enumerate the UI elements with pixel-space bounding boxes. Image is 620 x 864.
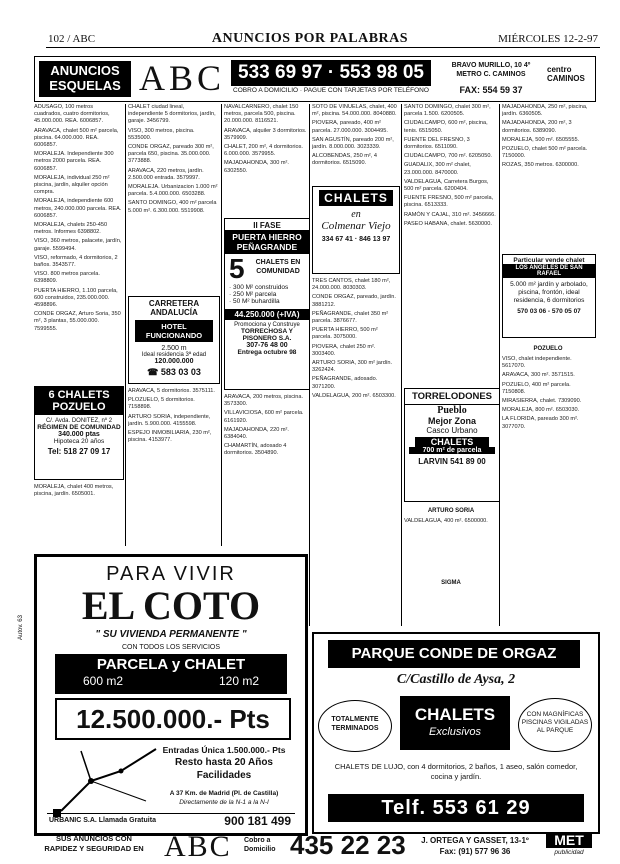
classified-ad: CIUDALCAMPO, 700 m². 6205050. — [404, 153, 492, 160]
coto-parcela: PARCELA y CHALET — [96, 656, 246, 673]
classified-ad: CHALET, 200 m², 4 dormitorios. 6.000.000. 3579955. — [224, 144, 303, 158]
coto-phone-row — [47, 813, 295, 828]
san-rafael-phone: 570 03 06 - 570 05 07 — [517, 308, 581, 315]
classified-ad: ARTURO SORIA, independiente, jardín. 5.900.000. 4155598. — [128, 413, 211, 427]
hotel-andalucia-ad — [128, 296, 220, 384]
feature-line: · 250 M² parcela — [229, 291, 277, 298]
coto-slogan: " SU VIVIENDA PERMANENTE " — [95, 629, 247, 640]
classified-ad: PEÑAGRANDE, chalet 350 m² parcela. 3876677. — [312, 310, 389, 325]
coto-m2-chalet: 120 m2 — [218, 674, 259, 688]
orgaz-title: PARQUE CONDE DE ORGAZ — [328, 640, 580, 668]
hotel-phone: ☎ 583 03 03 — [147, 367, 201, 377]
classified-ad: CHAMARTÍN, adosado 4 dormitorios. 3504890. — [224, 443, 287, 457]
met-logo: MET — [546, 832, 592, 848]
classified-ad: POZUELO, chalet 500 m² parcela. 7150000. — [502, 146, 588, 160]
classified-ad: PUERTA HIERRO, 1.100 parcela, 600 construidos, 235.000.000. 4598896. — [34, 287, 118, 309]
coto-phone: 900 181 499 — [224, 814, 291, 828]
torrelodones-chalets: CHALETS — [415, 437, 489, 447]
classified-ad: MORALEJA, 800 m². 6503030. — [502, 407, 580, 414]
classified-column-4b — [312, 278, 398, 618]
classified-ad: PUERTA HIERRO, 500 m² parcela. 3075000. — [312, 327, 378, 341]
classified-column-3 — [224, 104, 308, 214]
orgaz-exclusivos: Exclusivos — [429, 726, 481, 738]
classified-column-6 — [502, 104, 594, 274]
centro-caminos-logo: centro CAMINOS — [547, 65, 585, 83]
classified-column-5b — [404, 518, 498, 578]
classified-ad: LA FLORIDA, pareado 300 m². 3077070. — [502, 416, 579, 430]
classified-column-4 — [312, 104, 398, 184]
classified-column-1b — [34, 484, 122, 544]
classified-column-2b — [128, 388, 218, 544]
hotel-ideal: Ideal residencia 3ª edad — [141, 352, 207, 358]
classified-ad: MORALEJA, chalet 400 metros, piscina, jardín. 6505001. — [34, 484, 114, 498]
classified-ad: MORALEJA, chalets 250-450 metros. Informes 6398802. — [34, 222, 108, 236]
classified-ad: TRES CANTOS, chalet 180 m², 24.000.000. 8030303. — [312, 278, 391, 292]
coto-services: CON TODOS LOS SERVICIOS — [121, 644, 221, 651]
promociona: Promociona y Construye — [234, 322, 300, 328]
coto-resto: Resto hasta 20 Años — [175, 757, 273, 768]
torrelodones-casco: Casco Urbano — [426, 426, 478, 435]
classified-column-6b — [502, 356, 594, 626]
chalets-count: 5 — [229, 253, 245, 284]
classified-column-3b — [224, 394, 308, 544]
pozuelo-phone: Tel: 518 27 09 17 — [47, 447, 111, 456]
classified-ad: MIRASIERRA, chalet. 7309090. — [502, 398, 582, 405]
hotel-price: 120.000.000 — [154, 358, 194, 365]
coto-km: A 37 Km. de Madrid (Pl. de Castilla) — [169, 790, 279, 797]
classified-ad: CONDE ORGAZ, Arturo Soria, 350 m², 3 plantas, 55.000.000. 7599555. — [34, 311, 121, 332]
pozuelo-line: 340.000 ptas — [58, 431, 100, 438]
el-coto-ad — [34, 554, 308, 836]
classified-ad: CONDE ORGAZ, pareado, jardín. 3881212. — [312, 294, 396, 308]
footer-left-1: SUS ANUNCIOS CON — [56, 834, 132, 843]
column-divider — [499, 104, 500, 626]
banner-cobro: COBRO A DOMICILIO · PAGUE CON TARJETAS POR TELÉFONO — [233, 87, 429, 94]
column-divider — [125, 104, 126, 546]
classified-ad: VISO, chalet independiente. 5617070. — [502, 356, 572, 370]
classified-ad: FUENTE FRESNO, 500 m² parcela, piscina. 6513333. — [404, 195, 494, 209]
torrelodones-pueblo: Pueblo — [437, 405, 467, 416]
hotel-road: CARRETERA ANDALUCÍA — [148, 299, 200, 317]
footer-cobro: Cobro a Domicilio — [244, 837, 276, 853]
issue-date: MIÉRCOLES 12-2-97 — [498, 33, 598, 45]
orgaz-chalets-box — [400, 696, 510, 750]
column-divider — [309, 104, 310, 626]
met-publicidad: publicidad — [554, 849, 584, 856]
classified-column-2 — [128, 104, 218, 288]
pozuelo-line: Hipoteca 20 años — [53, 438, 105, 445]
classified-ad: SAN AGUSTÍN, pareado 200 m², jardín. 8.000.000. 3023339. — [312, 136, 394, 151]
classified-ad: ARAVACA, 220 metros, jardín. 2.500.000 entrada. 3579997. — [128, 167, 204, 181]
torrelodones-ad — [404, 388, 500, 502]
classified-ad: MAJADAHONDA, 220 m². 6384040. — [224, 426, 289, 441]
coto-km2: Directamente de la N-1 a la N-I — [179, 799, 269, 806]
classified-ad: PIOVERA, chalet 250 m². 3003400. — [312, 343, 376, 357]
classified-ad: ARTURO SORIA, 300 m² jardín. 3262424. — [312, 360, 393, 374]
classified-ad: SANTO DOMINGO, 400 m² parcela 5.000 m². 6.300.000. 5519908. — [128, 200, 217, 214]
classified-ad: VISO. 800 metros parcela. 6398809. — [34, 271, 100, 285]
classified-column-1 — [34, 104, 122, 360]
classified-ad: MORALEJA, 500 m². 6505555. — [502, 136, 580, 143]
classified-ad: ALCOBENDAS, 250 m², 4 dormitorios. 6515090. — [312, 153, 377, 167]
fase-label: II FASE — [253, 221, 281, 230]
column-divider — [221, 104, 222, 546]
coto-facilidades: Facilidades — [196, 770, 252, 781]
orgaz-piscinas: CON MAGNÍFICAS PISCINAS VIGILADAS AL PARQUE — [518, 698, 592, 752]
footer-abc-logo: ABC — [164, 830, 232, 863]
pozuelo-chalets-ad — [34, 386, 124, 480]
sigma-head: SIGMA — [441, 580, 461, 586]
classified-ad: RAMÓN Y CAJAL, 310 m². 3456666. — [404, 211, 496, 218]
coto-phone-label: URBANIC S.A. Llamada Gratuita — [49, 817, 156, 824]
pozuelo-line: RÉGIMEN DE COMUNIDAD — [37, 424, 121, 431]
classified-ad: NAVALCARNERO, chalet 150 metros, parcela 500, piscina. 20.000.000. 8116521. — [224, 104, 299, 125]
puerta-hierro-title: PUERTA HIERRO PEÑAGRANDE — [225, 230, 309, 254]
classified-ad: PIOVERA, pareado, 400 m² parcela. 27.000.000. 3004495. — [312, 120, 388, 134]
san-rafael-desc: 5.000 m² jardín y arbolado, piscina, frontón, ideal residencia, 6 dormitorios — [510, 281, 588, 304]
hotel-title: HOTEL FUNCIONANDO — [135, 320, 213, 342]
classified-column-5 — [404, 104, 498, 384]
classified-ad: ARAVACA, chalet 500 m² parcela, piscina. 64.000.000. REA. 6006857. — [34, 127, 119, 149]
classified-ad: POZUELO, 400 m² parcela. 7150808. — [502, 381, 571, 395]
abc-banner — [34, 56, 596, 102]
feature-line: · 50 M² buhardilla — [229, 298, 280, 305]
section-title: ANUNCIOS POR PALABRAS — [211, 31, 409, 46]
classified-ad: MAJADAHONDA, 250 m², piscina, jardín. 6360505. — [502, 104, 588, 118]
coto-location-map — [51, 741, 161, 819]
puerta-hierro-price: 44.250.000 (+IVA) — [225, 309, 309, 320]
classified-ad: ROZAS, 350 metros. 6300000. — [502, 162, 579, 169]
coto-price: 12.500.000.- Pts — [55, 698, 291, 740]
classified-ad: VISO, 300 metros, piscina. 5535000. — [128, 127, 195, 141]
classified-ad: CONDE ORGAZ, pareado 300 m², parcela 650, piscina. 35.000.000. 3773888. — [128, 144, 214, 165]
footer-phone: 435 22 23 — [290, 830, 406, 860]
classified-ad: ESPEJO INMOBILIARIA, 230 m², piscina. 4153977. — [128, 430, 212, 444]
orgaz-seal: TOTALMENTE TERMINADOS — [318, 700, 392, 752]
hotel-size: 2.500 m — [161, 345, 187, 352]
entrega: Entrega octubre 98 — [237, 349, 297, 356]
classified-ad: SOTO DE VIÑUELAS, chalet, 400 m², piscina. 54.000.000. 8040880. — [312, 104, 397, 118]
coto-side-label: Autov. 63 — [18, 615, 24, 640]
colmenar-chalets-ad — [312, 186, 400, 274]
orgaz-phone: Telf. 553 61 29 — [328, 794, 584, 822]
classified-ad: MORALEJA. Independiente 300 metros 2000 parcela. REA. 6006857. — [34, 151, 114, 172]
san-rafael-title: Particular vende chalet — [513, 257, 585, 264]
classified-ad: PEÑAGRANDE, adosado. 3071200. — [312, 376, 378, 390]
classified-ad: MORALEJA. Urbanizacion 1.000 m² parcela. 5.4.000.000. 6503288. — [128, 184, 218, 198]
footer-address: J. ORTEGA Y GASSET, 13-1º — [421, 836, 529, 845]
coto-parcela-box — [55, 654, 287, 694]
classified-ad: MAJADAHONDA, 300 m². 6302550. — [224, 160, 289, 174]
torrelodones-title: TORRELODONES — [405, 389, 499, 405]
classified-ad: ARAVACA, alquiler 3 dormitorios. 3579909. — [224, 127, 307, 141]
parque-conde-orgaz-ad — [312, 632, 600, 834]
orgaz-desc: CHALETS DE LUJO, con 4 dormitorios, 2 baños, 1 aseo, salón comedor, cocina y jardín. — [334, 762, 578, 781]
torrelodones-parcela: 700 m² de parcela — [409, 447, 495, 454]
feature-line: · 300 M² construidos — [229, 284, 289, 291]
classified-ad: GUADALIX, 300 m² chalet, 23.000.000. 8470000. — [404, 162, 471, 176]
classified-ad: VALDELAGUA, 400 m². 6500000. — [404, 518, 488, 524]
classified-ad: VALDELAGUA, Carretera Burgos, 500 m² parcela. 6200404. — [404, 178, 489, 193]
torrelodones-zona: Mejor Zona — [427, 416, 476, 426]
classified-ad: VALDELAGUA, 200 m². 6503300. — [312, 392, 396, 399]
pozuelo-head: POZUELO — [533, 346, 563, 352]
footer-left-2: RAPIDEZ Y SEGURIDAD EN — [44, 844, 144, 853]
classified-ad: PLOZUELO, 5 dormitorios. 7158898. — [128, 397, 195, 411]
classified-ad: FUENTE DEL FRESNO, 3 dormitorios. 6511090. — [404, 136, 470, 151]
classified-ad: ARAVACA, 300 m². 3571515. — [502, 372, 575, 379]
header-rule — [46, 47, 600, 48]
classified-ad: ARAVACA, 5 dormitorios. 3575111. — [128, 388, 215, 394]
page-number: 102 / ABC — [48, 33, 96, 45]
orgaz-chalets: CHALETS — [414, 705, 496, 724]
classified-ad: PASEO HABANA, chalet. 5630000. — [404, 220, 492, 227]
footer-fax: Fax: (91) 577 96 36 — [439, 847, 511, 856]
coto-entradas: Entradas Única 1.500.000.- Pts — [162, 745, 286, 755]
coto-name: EL COTO — [81, 583, 261, 628]
chalets-comunidad: CHALETS EN COMUNIDAD — [255, 259, 301, 275]
pozuelo-line: C/. Avda. DONITEZ, nº 2 — [45, 418, 113, 424]
colmenar-phone: 334 67 41 · 846 13 97 — [321, 236, 391, 243]
pozuelo-title: 6 CHALETS POZUELO — [35, 387, 123, 415]
column-divider — [401, 104, 402, 626]
classified-ad: MORALEJA, independiente 600 metros, 240.000.000 parcela. REA. 6006857. — [34, 198, 122, 219]
classified-ad: MAJADAHONDA, 200 m², 3 dormitorios. 6389090. — [502, 120, 572, 134]
classified-ad: CHALET ciudad lineal, independiente 5 dormitorios, jardín, garaje. 3456799. — [128, 104, 216, 125]
classified-ad: VILLAVICIOSA, 600 m² parcela. 6161920. — [224, 410, 304, 424]
banner-address: BRAVO MURILLO, 10 4º METRO C. CAMINOS — [451, 62, 531, 78]
san-rafael-ad — [502, 254, 596, 338]
colmenar-en: en — [351, 209, 361, 220]
coto-m2-parcela: 600 m2 — [83, 674, 124, 688]
san-rafael-place: LOS ANGELES DE SAN RAFAEL — [503, 264, 595, 278]
puerta-hierro-phone: 307-76 48 00 — [246, 342, 288, 349]
abc-logo: ABC — [139, 58, 226, 98]
coto-para-vivir: PARA VIVIR — [106, 563, 236, 585]
classified-ad: VISO, 360 metros, palacete, jardín, garaje. 5599494. — [34, 238, 122, 252]
banner-fax: FAX: 554 59 37 — [459, 85, 523, 95]
banner-phone: 533 69 97 · 553 98 05 — [231, 60, 431, 86]
classified-ad: ARAVACA, 200 metros, piscina. 3573300. — [224, 394, 304, 408]
classified-ad: MORALEJA, individual 250 m² piscina, jardín, alquiler opción compra. — [34, 174, 110, 196]
colmenar-title: CHALETS — [319, 190, 393, 206]
orgaz-street: C/Castillo de Aysa, 2 — [396, 672, 516, 687]
classified-ad: CIUDALCAMPO, 600 m², piscina, tenis. 6515050. — [404, 120, 488, 134]
classified-ad: VISO, reformado, 4 dormitorios, 2 baños. 3543577. — [34, 254, 118, 269]
larvin-phone: LARVIN 541 89 00 — [418, 457, 486, 466]
classified-ad: SANTO DOMINGO, chalet 300 m², parcela 1.500. 6200505. — [404, 104, 491, 118]
colmenar-town: Colmenar Viejo — [321, 220, 391, 232]
anuncios-esquelas-label: ANUNCIOS ESQUELAS — [39, 61, 131, 97]
abc-footer-strip — [34, 832, 594, 864]
puerta-hierro-ad — [224, 218, 310, 390]
classified-ad: ADUSAGO, 100 metros cuadrados, cuatro dormitorios, 45.000.000. REA. 6006857. — [34, 104, 110, 125]
arturo-soria-head: ARTURO SORIA — [427, 508, 475, 514]
builder: TORRECHOSA Y PISONERO S.A. — [241, 328, 293, 342]
